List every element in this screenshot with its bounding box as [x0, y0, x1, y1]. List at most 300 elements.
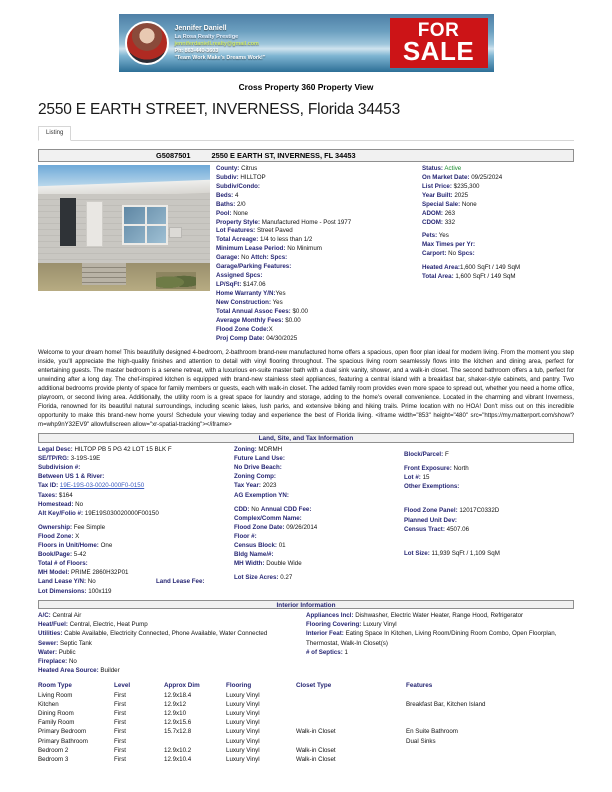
field-subdiv: [216, 174, 422, 183]
value: 19E19S030020000F00150: [84, 509, 159, 517]
label: No Drive Beach:: [234, 464, 282, 472]
rooms-table-body: [38, 690, 574, 764]
table-row: [38, 755, 574, 764]
cell-features: [406, 746, 574, 755]
cell-flooring: Luxury Vinyl: [226, 737, 260, 745]
cell-room-type: Primary Bedroom: [38, 728, 87, 736]
cell-room-type: Primary Bathroom: [38, 737, 88, 745]
land-column-3: [404, 445, 574, 596]
cell-closet-type: [296, 718, 406, 727]
field-county: [216, 165, 422, 174]
cell-features: Breakfast Bar, Kitchen Island: [406, 700, 486, 708]
value: No: [251, 505, 260, 513]
field-se-tp-rg: [38, 454, 234, 463]
value: Luxury Vinyl: [363, 621, 397, 629]
photo-window: [122, 205, 168, 245]
label: Lot Size:: [404, 549, 430, 557]
value: Double Wide: [266, 560, 302, 568]
field-pool: [216, 210, 422, 219]
rooms-header-row: [38, 682, 574, 691]
cell-features: [406, 690, 574, 699]
label: Flooring Covering:: [306, 621, 362, 629]
field-ag-exemption: [234, 491, 404, 500]
value: 1,600 SqFt / 149 SqM: [455, 273, 516, 281]
field-block-parcel: [404, 450, 574, 459]
value: 1/4 to less than 1/2: [260, 236, 313, 244]
photo-landscaping: [156, 272, 196, 289]
photo-entry-shadow: [60, 198, 76, 246]
for-sale-sign: [390, 18, 488, 68]
label: Floors in Unit/Home:: [38, 542, 99, 550]
cell-approx-dim: [164, 736, 226, 745]
field-lot-dimensions: [38, 587, 234, 596]
value: 2/0: [237, 200, 246, 208]
cell-features: [406, 718, 574, 727]
cell-closet-type: Walk-in Closet: [296, 728, 336, 736]
label: Taxes:: [38, 491, 58, 499]
table-row: [38, 690, 574, 699]
cell-flooring: Luxury Vinyl: [226, 746, 260, 754]
label: Total # of Floors:: [38, 560, 88, 568]
cell-approx-dim: 12.9x12: [164, 700, 187, 708]
cell-room-type: Bedroom 2: [38, 746, 69, 754]
value: Eating Space In Kitchen, Living Room/Dining Room Combo, Open Floorplan, Thermostat, Walk-In Closet(s): [306, 630, 557, 647]
cell-level: First: [114, 746, 127, 754]
field-land-lease-fee: [156, 577, 205, 586]
label: Total Acreage:: [216, 236, 259, 244]
agent-tagline: "Team Work Make's Dreams Work!": [174, 54, 266, 61]
report-view-title: Cross Property 360 Property View: [238, 82, 374, 92]
table-row: [38, 700, 574, 709]
field-interior-feat: [306, 629, 574, 647]
value: 01: [278, 542, 286, 550]
section-header-land: Land, Site, and Tax Information: [38, 433, 574, 443]
tax-id-link[interactable]: 19E-19S-03-0020-000F0-0150: [59, 482, 145, 490]
label: CDD:: [234, 505, 250, 513]
photo-ac-unit: [169, 227, 182, 238]
cell-approx-dim: 12.9x10.2: [164, 746, 192, 754]
label: Average Monthly Fees:: [216, 316, 284, 324]
label: Home Warranty Y/N:: [216, 289, 276, 297]
value: Street Paved: [256, 227, 293, 235]
field-total-floors: [38, 559, 234, 568]
page-title: 2550 E EARTH STREET, INVERNESS, Florida 34453: [38, 101, 401, 118]
value: Yes: [438, 232, 449, 240]
cell-features: Dual Sinks: [406, 737, 436, 745]
field-census-block: [234, 541, 404, 550]
label: Total Annual Assoc Fees:: [216, 307, 291, 315]
table-row: [38, 718, 574, 727]
agent-banner: [119, 14, 494, 72]
label: Property Style:: [216, 218, 261, 226]
label: Legal Desc:: [38, 445, 73, 453]
label: Year Built:: [422, 191, 453, 199]
agent-banner-container: [0, 0, 612, 72]
mls-header-bar: [38, 149, 574, 162]
value: Manufactured Home - Post 1977: [261, 218, 352, 226]
field-total-assoc-fees: [216, 308, 422, 317]
cell-room-type: Kitchen: [38, 700, 59, 708]
agent-company: La Rosa Realty Prestige: [174, 33, 239, 40]
value: Central Air: [52, 612, 82, 620]
value: Central, Electric, Heat Pump: [69, 621, 148, 629]
cell-closet-type: [296, 700, 406, 709]
label: Heat/Fuel:: [38, 621, 68, 629]
value: HILTOP PB 5 PG 42 LOT 15 BLK F: [74, 445, 172, 453]
field-beds: [216, 192, 422, 201]
interior-section-body: [38, 611, 574, 675]
label: New Construction:: [216, 298, 271, 306]
cell-closet-type: Walk-in Closet: [296, 755, 336, 763]
value: 100x119: [88, 587, 112, 595]
label: SE/TP/RG:: [38, 455, 69, 463]
label: Subdiv/Condo:: [216, 182, 260, 190]
label: Front Exposure:: [404, 465, 452, 473]
value: 4507.06: [446, 525, 470, 533]
cell-flooring: Luxury Vinyl: [226, 691, 260, 699]
cell-closet-type: [296, 690, 406, 699]
value: 5-42: [73, 551, 87, 559]
label: Tax ID:: [38, 482, 59, 490]
label: Special Sale:: [422, 200, 461, 208]
field-taxes: [38, 491, 234, 500]
field-lp-sqft: [216, 281, 422, 290]
field-flood-zone-date: [234, 523, 404, 532]
field-legal-desc: [38, 445, 234, 454]
label: Proj Comp Date:: [216, 334, 265, 342]
agent-name: Jennifer Daniell: [174, 24, 227, 32]
field-property-style: [216, 219, 422, 228]
agent-email[interactable]: jenniferdaniell.realty@gmail.com: [174, 40, 259, 47]
label: Appliances Incl:: [306, 612, 354, 620]
field-mh-model: [38, 568, 234, 577]
field-lot-size: [404, 549, 574, 558]
value: Fee Simple: [73, 523, 106, 531]
field-new-construction: [216, 299, 422, 308]
cell-approx-dim: 12.9x18.4: [164, 691, 192, 699]
field-cdom: [422, 219, 574, 228]
value: Yes: [275, 289, 286, 297]
label: Book/Page:: [38, 551, 73, 559]
value: No: [75, 500, 84, 508]
field-homestead: [38, 500, 234, 509]
section-header-interior: Interior Information: [38, 600, 574, 610]
for-sale-line-1: FOR: [417, 20, 460, 42]
field-floors-in-unit: [38, 541, 234, 550]
listing-summary-columns: [38, 165, 574, 343]
label: Block/Parcel:: [404, 450, 444, 458]
agent-info: [119, 14, 374, 72]
value: No: [241, 254, 250, 262]
field-lot-features: [216, 227, 422, 236]
value: X: [268, 325, 273, 333]
tab-bar: [38, 126, 574, 141]
label: Sewer:: [38, 639, 59, 647]
column-header-room-type: Room Type: [38, 681, 72, 689]
field-list-price: [422, 183, 574, 192]
field-zoning-comp: [234, 472, 404, 481]
agent-contact-block: [175, 25, 266, 62]
value: None: [461, 200, 477, 208]
value: No: [68, 657, 77, 665]
photo-steps: [82, 263, 126, 285]
attch-label: Attch:: [250, 254, 269, 262]
field-fireplace: [38, 657, 306, 666]
label: Heated Area Source:: [38, 666, 99, 674]
field-tax-id: [38, 481, 234, 490]
column-header-level: Level: [114, 681, 131, 689]
label: Tax Year:: [234, 482, 261, 490]
value: 12017C0332D: [459, 507, 500, 515]
cell-flooring: Luxury Vinyl: [226, 728, 260, 736]
label: Subdiv:: [216, 173, 239, 181]
agent-avatar: [125, 21, 169, 65]
interior-column-left: [38, 611, 306, 675]
value: Builder: [100, 666, 120, 674]
label: Minimum Lease Period:: [216, 245, 286, 253]
annual-cdd-label: Annual CDD Fee:: [260, 505, 312, 513]
property-description: Welcome to your dream home! This beautifully designed 4-bedroom, 2-bathroom brand-new manufactured home offers a spacious, open floor plan ideal for modern living. From the moment you step inside, you'll appreciate the high-quality finishes and attention to detail with vinyl flooring throughout. The spacious living room seamlessly flows into the kitchen and dining area, perfect for entertaining guests. The master bedroom is a serene retreat, with a luxurious en-suite master bath with a dual sink vanity, shower, and a walk-in closet. The second bathroom offers a tub, perfect for unwinding after a long day. The chef-inspired kitchen is equipped with brand-new stainless steel appliances, featuring a central island with a breakfast bar, shaker-style cabinets, and pantry. Two additional bedrooms provide plenty of space for family members or guests, each with walk-in closet. The added family room provides even more space to spread out, whether you need a home office, playroom, or second living area. Additionally, the utility room is a great space for laundry and storage, adding to the home's overall convenience. Located in the charming and vibrant Inverness, Florida, renowned for its beautiful natural surroundings, including scenic lakes, lush parks, and extensive biking and hiking trails. Prime location with no HOA! Don't miss out on this incredible opportunity to make this brand-new home yours! Schedule your viewing today and experience the best of Florida living. <iframe width="853" height="480" src="https://my.matterport.com/show/?m=whp9nY32EV9" allowfullscreen allow="xr-spatial-tracking"></iframe>: [38, 349, 574, 428]
field-lot-num: [404, 473, 574, 482]
field-heat-fuel: [38, 620, 306, 629]
listing-status-column: [422, 165, 574, 343]
cell-flooring: Luxury Vinyl: [226, 700, 260, 708]
field-total-acreage: [216, 236, 422, 245]
field-garage: [216, 254, 422, 263]
field-census-tract: [404, 525, 574, 534]
value: 3-19S-19E: [70, 455, 101, 463]
label: Garage/Parking Features:: [216, 263, 292, 271]
field-no-drive-beach: [234, 463, 404, 472]
cell-level: First: [114, 737, 127, 745]
value: 15: [422, 474, 430, 482]
for-sale-line-2: SALE: [402, 35, 475, 66]
table-row: [38, 746, 574, 755]
field-septics: [306, 648, 574, 657]
cell-approx-dim: 12.9x10: [164, 709, 187, 717]
value: Public: [58, 648, 76, 656]
label: Planned Unit Dev:: [404, 516, 457, 524]
cell-flooring: Luxury Vinyl: [226, 719, 260, 727]
value: F: [444, 450, 449, 458]
cell-level: First: [114, 719, 127, 727]
label: Flood Zone:: [38, 532, 74, 540]
field-subdiv-condo: [216, 183, 422, 192]
label: Ownership:: [38, 523, 73, 531]
land-column-1: [38, 445, 234, 596]
cell-flooring: Luxury Vinyl: [226, 709, 260, 717]
label: Subdivision #:: [38, 464, 81, 472]
label: Carport:: [422, 250, 447, 258]
field-ac: [38, 611, 306, 620]
value: Cable Available, Electricity Connected, Phone Available, Water Connected: [64, 630, 268, 638]
value: $235,300: [453, 182, 480, 190]
label: # of Septics:: [306, 648, 343, 656]
label: Complex/Comm Name:: [234, 514, 302, 522]
cell-flooring: Luxury Vinyl: [226, 755, 260, 763]
label: Zoning:: [234, 445, 257, 453]
field-water: [38, 648, 306, 657]
column-header-closet-type: Closet Type: [296, 681, 332, 689]
listing-details-column: [216, 165, 422, 343]
field-heated-area: [422, 264, 574, 273]
value: No: [87, 578, 96, 586]
value: PRIME 2860H32P01: [71, 569, 129, 577]
field-lot-size-acres: [234, 573, 404, 582]
value: $0.00: [292, 307, 308, 315]
label: Flood Zone Code:: [216, 325, 269, 333]
value: None: [233, 209, 248, 217]
cell-approx-dim: 12.9x15.6: [164, 719, 192, 727]
label: Future Land Use:: [234, 455, 285, 463]
value: $147.06: [243, 280, 266, 288]
field-cdd: [234, 505, 404, 514]
label: Heated Area:: [422, 264, 460, 272]
field-baths: [216, 201, 422, 210]
field-min-lease: [216, 245, 422, 254]
field-floor-num: [234, 532, 404, 541]
label: Utilities:: [38, 630, 63, 638]
tab-listing[interactable]: Listing: [38, 126, 71, 141]
label: Interior Feat:: [306, 630, 344, 638]
label: AG Exemption YN:: [234, 491, 289, 499]
value: $164: [58, 491, 73, 499]
value: MDRMH: [258, 445, 283, 453]
field-year-built: [422, 192, 574, 201]
label: A/C:: [38, 612, 51, 620]
field-book-page: [38, 550, 234, 559]
value: 4: [234, 191, 239, 199]
field-home-warranty: [216, 290, 422, 299]
field-on-market-date: [422, 174, 574, 183]
label: Zoning Comp:: [234, 473, 276, 481]
value: 263: [444, 209, 456, 217]
label: Lot Features:: [216, 227, 256, 235]
label: Fireplace:: [38, 657, 68, 665]
value: HILLTOP: [240, 173, 266, 181]
label: Other Exemptions:: [404, 483, 460, 491]
label: On Market Date:: [422, 173, 470, 181]
cell-level: First: [114, 728, 127, 736]
value: 0.27: [280, 574, 293, 582]
field-mh-width: [234, 559, 404, 568]
field-adom: [422, 210, 574, 219]
field-heated-area-source: [38, 666, 306, 675]
value: 11,939 SqFt / 1,109 SqM: [431, 549, 500, 557]
label: Floor #:: [234, 532, 257, 540]
label: Census Tract:: [404, 525, 445, 533]
land-column-2: [234, 445, 404, 596]
value: 04/30/2025: [266, 334, 298, 342]
label: Lot Size Acres:: [234, 574, 279, 582]
value: North: [453, 465, 469, 473]
field-appliances: [306, 611, 574, 620]
cell-level: First: [114, 709, 127, 717]
field-garage-parking: [216, 263, 422, 272]
spcs-label: Spcs:: [457, 250, 475, 258]
value: No Minimum: [287, 245, 322, 253]
label: Homestead:: [38, 500, 74, 508]
cell-closet-type: Walk-in Closet: [296, 746, 336, 754]
property-photo[interactable]: [38, 165, 210, 291]
value: X: [75, 532, 80, 540]
value: 09/26/2014: [286, 523, 318, 531]
cell-approx-dim: 15.7x12.8: [164, 728, 192, 736]
field-flooring: [306, 620, 574, 629]
cell-features: [406, 755, 574, 764]
label: Total Area:: [422, 273, 454, 281]
field-zoning: [234, 445, 404, 454]
label: MH Width:: [234, 560, 265, 568]
rooms-table: [38, 682, 574, 764]
label: Max Times per Yr:: [422, 241, 476, 249]
label: List Price:: [422, 182, 452, 190]
cell-room-type: Living Room: [38, 691, 73, 699]
label: Assigned Spcs:: [216, 272, 263, 280]
listing-block: [38, 149, 574, 343]
field-total-area: [422, 273, 574, 282]
value: Septic Tank: [60, 639, 92, 647]
label: Between US 1 & River:: [38, 473, 105, 481]
field-special-sale: [422, 201, 574, 210]
photo-door: [86, 201, 103, 247]
label: Land Lease Y/N:: [38, 578, 87, 586]
table-row: [38, 727, 574, 736]
spcs-label: Spcs:: [270, 254, 288, 262]
cell-level: First: [114, 691, 127, 699]
value: Citrus: [241, 165, 258, 172]
value: 332: [444, 218, 456, 226]
field-tax-year: [234, 481, 404, 490]
cell-features: En Suite Bathroom: [406, 728, 458, 736]
value: 09/25/2024: [471, 173, 503, 181]
label: Land Lease Fee:: [156, 578, 205, 586]
field-front-exposure: [404, 464, 574, 473]
field-sewer: [38, 639, 306, 648]
mls-number: G5087501: [156, 151, 191, 160]
status-badge: Active: [444, 165, 462, 172]
field-flood-zone-panel: [404, 506, 574, 515]
field-alt-key: [38, 509, 234, 518]
cell-level: First: [114, 700, 127, 708]
value: Dishwasher, Electric Water Heater, Range Hood, Refrigerator: [355, 612, 524, 620]
field-planned-unit-dev: [404, 516, 574, 525]
label: Flood Zone Date:: [234, 523, 285, 531]
label: Lot #:: [404, 474, 421, 482]
field-ownership: [38, 523, 234, 532]
cell-closet-type: [296, 736, 406, 745]
label: Pool:: [216, 209, 232, 217]
field-status: [422, 165, 574, 174]
table-row: [38, 709, 574, 718]
cell-room-type: Bedroom 3: [38, 755, 69, 763]
land-section-body: [38, 445, 574, 596]
label: Beds:: [216, 191, 234, 199]
field-flood-zone: [38, 532, 234, 541]
column-header-features: Features: [406, 681, 433, 689]
label: LP/SqFt:: [216, 280, 242, 288]
banner-scene: [374, 14, 494, 72]
column-header-flooring: Flooring: [226, 681, 252, 689]
field-utilities: [38, 629, 306, 638]
field-carport: [422, 250, 574, 259]
value: $0.00: [285, 316, 301, 324]
field-subdivision-num: [38, 463, 234, 472]
label: Status:: [422, 165, 443, 172]
label: Pets:: [422, 232, 438, 240]
label: Census Block:: [234, 542, 277, 550]
field-max-times-per-yr: [422, 241, 574, 250]
